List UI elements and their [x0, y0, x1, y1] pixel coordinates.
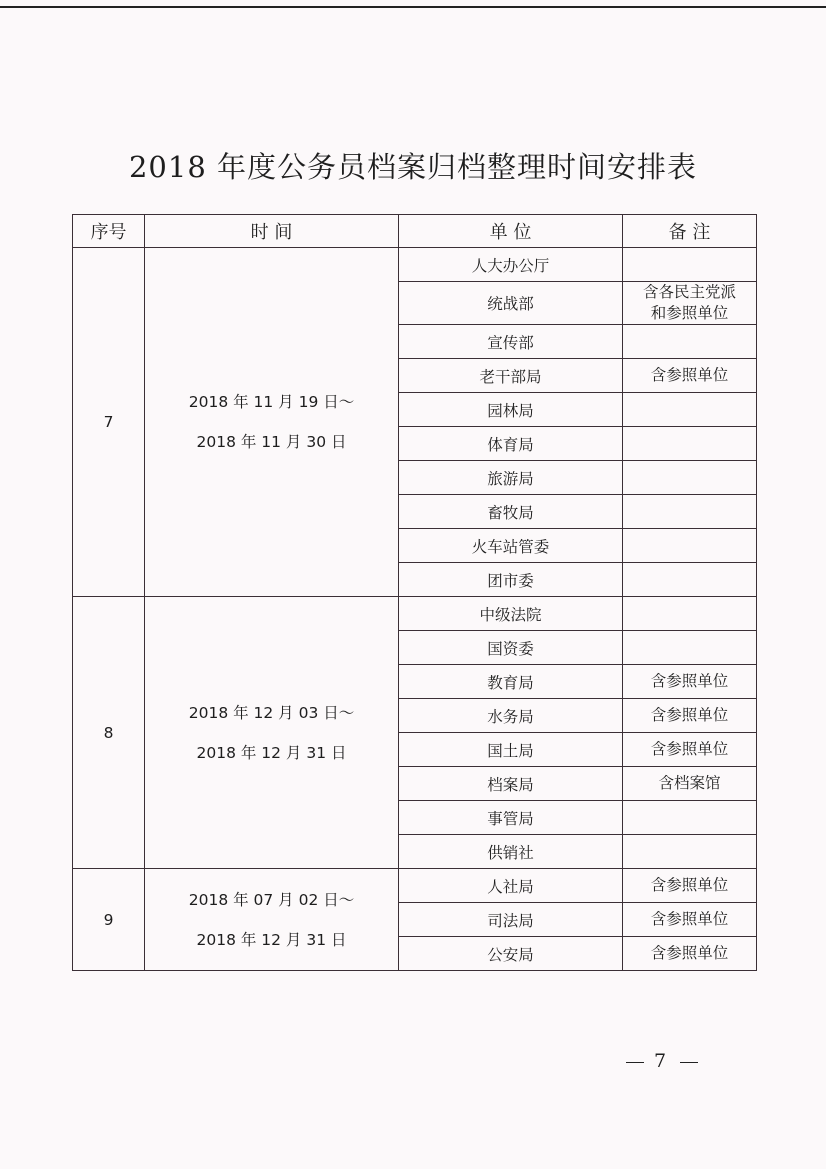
time-cell	[145, 597, 399, 869]
unit-cell: 国土局	[399, 733, 623, 767]
time-start: 2018 年 07 月 02 日～	[188, 890, 355, 909]
page-number-value: 7	[654, 1050, 671, 1072]
time-end: 2018 年 11 月 30 日	[196, 433, 347, 451]
unit-cell: 旅游局	[399, 461, 623, 495]
note-cell: 含参照单位	[623, 699, 757, 733]
note-cell	[623, 563, 757, 597]
time-start: 2018 年 12 月 03 日～	[188, 703, 355, 722]
header-seq: 序号	[73, 215, 145, 248]
note-cell	[623, 427, 757, 461]
note-cell	[623, 801, 757, 835]
note-cell	[623, 248, 757, 282]
table-row	[73, 869, 757, 903]
seq-cell: 8	[73, 597, 145, 869]
time-start: 2018 年 11 月 19 日～	[188, 393, 355, 411]
unit-cell: 公安局	[399, 937, 623, 971]
unit-cell: 体育局	[399, 427, 623, 461]
table-header-row	[73, 215, 757, 248]
unit-cell: 供销社	[399, 835, 623, 869]
unit-cell: 档案局	[399, 767, 623, 801]
note-cell: 含参照单位	[623, 903, 757, 937]
note-cell	[623, 631, 757, 665]
note-cell	[623, 461, 757, 495]
header-note: 备 注	[623, 215, 757, 248]
note-cell: 含参照单位	[623, 733, 757, 767]
note-cell: 含参照单位	[623, 359, 757, 393]
note-cell: 含各民主党派 和参照单位	[623, 282, 757, 325]
unit-cell: 国资委	[399, 631, 623, 665]
note-cell: 含参照单位	[623, 665, 757, 699]
header-unit: 单 位	[399, 215, 623, 248]
time-end: 2018 年 12 月 31 日	[196, 743, 347, 762]
unit-cell: 团市委	[399, 563, 623, 597]
note-cell	[623, 325, 757, 359]
table-row	[73, 597, 757, 631]
unit-cell: 水务局	[399, 699, 623, 733]
schedule-table	[72, 214, 757, 971]
unit-cell: 事管局	[399, 801, 623, 835]
unit-cell: 园林局	[399, 393, 623, 427]
note-cell	[623, 597, 757, 631]
unit-cell: 畜牧局	[399, 495, 623, 529]
note-cell: 含参照单位	[623, 937, 757, 971]
schedule-table-body	[73, 248, 757, 971]
top-border-line	[0, 6, 826, 8]
unit-cell: 统战部	[399, 282, 623, 325]
note-cell: 含档案馆	[623, 767, 757, 801]
seq-cell: 9	[73, 869, 145, 971]
note-cell	[623, 393, 757, 427]
page-number-dash-right	[680, 1062, 698, 1063]
note-cell	[623, 529, 757, 563]
note-cell: 含参照单位	[623, 869, 757, 903]
unit-cell: 司法局	[399, 903, 623, 937]
unit-cell: 宣传部	[399, 325, 623, 359]
note-cell	[623, 495, 757, 529]
note-cell	[623, 835, 757, 869]
seq-cell: 7	[73, 248, 145, 597]
table-row	[73, 248, 757, 282]
unit-cell: 火车站管委	[399, 529, 623, 563]
time-cell	[145, 869, 399, 971]
unit-cell: 教育局	[399, 665, 623, 699]
time-cell	[145, 248, 399, 597]
header-time: 时 间	[145, 215, 399, 248]
page-number-dash-left	[626, 1062, 644, 1063]
unit-cell: 老干部局	[399, 359, 623, 393]
document-title: 2018 年度公务员档案归档整理时间安排表	[128, 150, 698, 184]
unit-cell: 中级法院	[399, 597, 623, 631]
unit-cell: 人社局	[399, 869, 623, 903]
unit-cell: 人大办公厅	[399, 248, 623, 282]
page-number	[626, 1050, 698, 1072]
time-end: 2018 年 12 月 31 日	[196, 930, 347, 949]
